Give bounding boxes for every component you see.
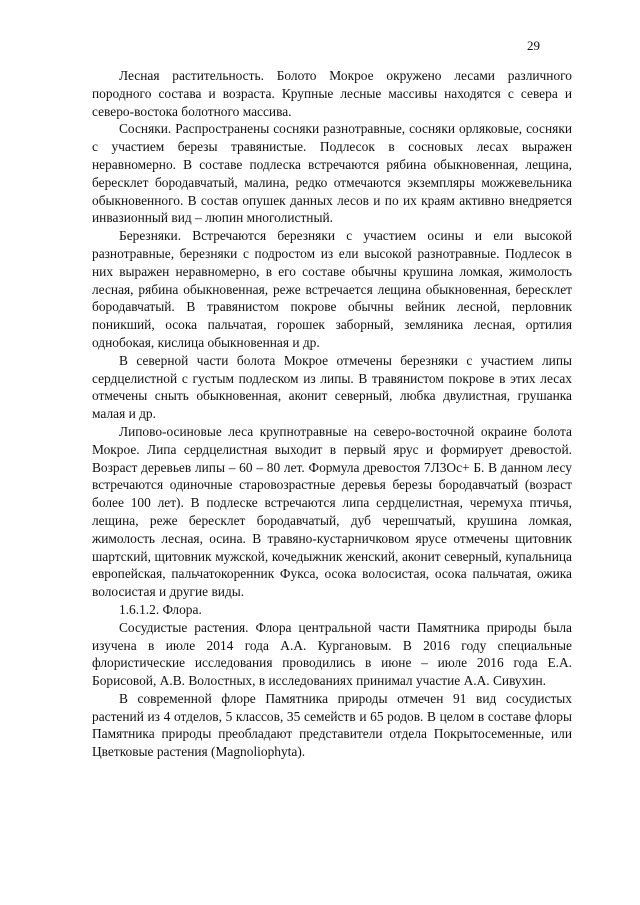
body-text: [92, 67, 572, 761]
paragraph-forest-vegetation: Лесная растительность. Болото Мокрое окружено лесами различного породного состава и возраста. Крупные лесные массивы находятся с севера и северо-востока болотного массива.: [92, 68, 572, 119]
page-number: 29: [527, 38, 540, 53]
section-heading-flora: 1.6.1.2. Флора.: [119, 601, 202, 617]
paragraph-pine-forests: Сосняки. Распространены сосняки разнотравные, сосняки орляковые, сосняки с участием березы травянистые. Подлесок в сосновых лесах выражен неравномерно. В составе подлеска встречаются рябина обыкновенная, лещина, бересклет бородавчатый, малина, редко отмечаются экземпляры можжевельника обыкновенного. В состав опушек данных лесов и по их краям активно внедряется инвазионный вид – люпин многолистный.: [92, 121, 572, 226]
paragraph-birch-forests: Березняки. Встречаются березняки с участием осины и ели высокой разнотравные, березняки с подростом из ели высокой разнотравные. Подлесок в них выражен неравномерно, в его составе обычны крушина ломкая, жимолость лесная, рябина обыкновенная, реже встречается лещина обыкновенная, бересклет бородавчатый. В травянистом покрове обычны вейник лесной, перловник поникший, осока пальчатая, горошек заборный, земляника лесная, ортилия однобокая, кислица обыкновенная и др.: [92, 228, 572, 350]
paragraph-vascular-plants: Сосудистые растения. Флора центральной части Памятника природы была изучена в июле 2014 года А.А. Кургановым. В 2016 году специальные флористические исследования проводились в июне – июле 2016 года Е.А. Борисовой, А.В. Волостных, в исследованиях принимал участие А.А. Сивухин.: [92, 619, 572, 689]
paragraph-modern-flora: В современной флоре Памятника природы отмечен 91 вид сосудистых растений из 4 отделов, 5 классов, 35 семейств и 65 родов. В целом в составе флоры Памятника природы преобладают представители отдела Покрытосеменные, или Цветковые растения (Magnoliophyta).: [92, 690, 572, 760]
paragraph-linden-aspen: Липово-осиновые леса крупнотравные на северо-восточной окраине болота Мокрое. Липа сердцелистная выходит в первый ярус и формирует древостой. Возраст деревьев липы – 60 – 80 лет. Формула древостоя 7Л3Ос+ Б. В данном лесу встречаются одиночные старовозрастные деревья березы бородавчатый (возраст более 100 лет). В подлеске встречаются липа сердцелистная, черемуха птичья, лещина, реже бересклет бородавчатый, дуб черешчатый, крушина ломкая, жимолость лесная, осина. В травяно-кустарничковом ярусе отмечены щитовник шартский, щитовник мужской, кочедыжник женский, аконит северный, купальница европейская, пальчатокоренник Фукса, осока волосистая, осока пальчатая, ожика волосистая и другие виды.: [92, 423, 572, 600]
paragraph-northern-birch: В северной части болота Мокрое отмечены березняки с участием липы сердцелистной с густым подлеском из липы. В травянистом покрове в этих лесах отмечены сныть обыкновенная, аконит северный, любка двулистная, грушанка малая и др.: [92, 352, 572, 422]
